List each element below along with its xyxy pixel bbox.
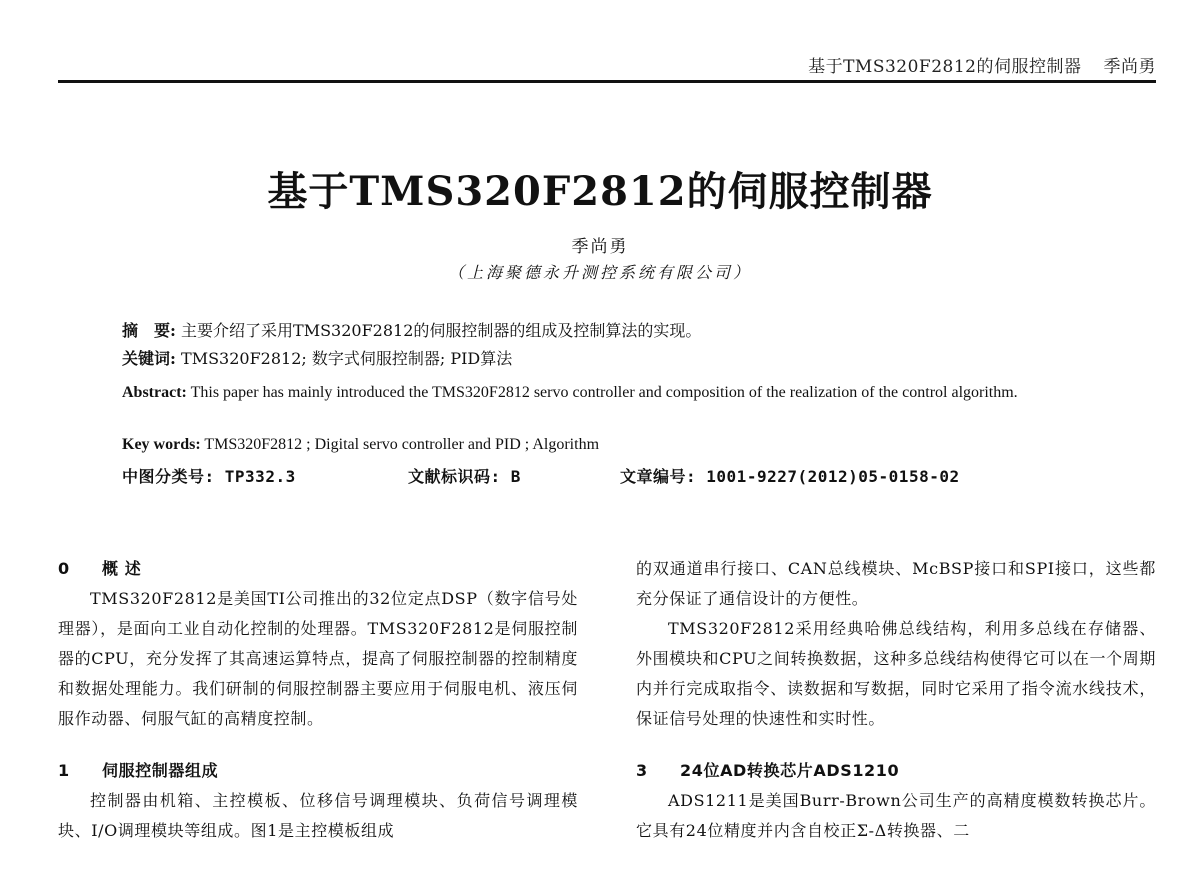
- abstract-en-text: This paper has mainly introduced the TMS320F2812 servo controller and composition of the realization of the control algorithm.: [190, 384, 1018, 401]
- right-column: [636, 554, 1156, 846]
- running-header-author: 季尚勇: [1103, 57, 1156, 77]
- paper-title: 基于TMS320F2812的伺服控制器: [267, 168, 933, 215]
- section-1-paragraph: 控制器由机箱、主控模板、位移信号调理模块、负荷信号调理模块、I/O调理模块等组成。图1是主控模板组成: [58, 791, 578, 840]
- affiliation: （上海聚德永升测控系统有限公司）: [447, 263, 752, 282]
- clc-number: [122, 464, 296, 487]
- doc-label: 文献标识码:: [408, 467, 501, 486]
- abstract-en-label: Abstract:: [122, 384, 187, 401]
- continued-paragraph: 的双通道串行接口、CAN总线模块、McBSP接口和SPI接口，这些都充分保证了通信设计的方便性。: [636, 559, 1156, 608]
- article-number: [620, 464, 960, 487]
- keywords-cn-text: TMS320F2812; 数字式伺服控制器; PID算法: [181, 349, 513, 368]
- bus-architecture-paragraph: TMS320F2812采用经典哈佛总线结构，利用多总线在存储器、外围模块和CPU之间转换数据，这种多总线结构使得它可以在一个周期内并行完成取指令、读数据和写数据，同时它采用了指令流水线技术，保证信号处理的快速性和实时性。: [636, 619, 1156, 728]
- abstract-en: [82, 380, 1142, 406]
- keywords-en: [122, 434, 599, 456]
- author-name: 季尚勇: [571, 237, 629, 257]
- section-0-number: 0: [58, 559, 70, 578]
- section-3-title: 24位AD转换芯片ADS1210: [680, 761, 900, 780]
- section-0-paragraph: TMS320F2812是美国TI公司推出的32位定点DSP（数字信号处理器），是面向工业自动化控制的处理器。TMS320F2812是伺服控制器的CPU，充分发挥了其高速运算特点，提高了伺服控制器的控制精度和数据处理能力。我们研制的伺服控制器主要应用于伺服电机、液压伺服作动器、伺服气缸的高精度控制。: [58, 589, 578, 728]
- doc-value: B: [510, 467, 521, 486]
- left-column: [58, 554, 578, 846]
- section-3-heading: [636, 756, 1156, 786]
- running-header-title: 基于TMS320F2812的伺服控制器: [808, 57, 1082, 77]
- keywords-en-label: Key words:: [122, 436, 201, 453]
- clc-value: TP332.3: [224, 467, 296, 486]
- section-0-title: 概 述: [102, 559, 142, 578]
- header-rule: [58, 80, 1156, 83]
- abstract-cn: [122, 320, 701, 342]
- keywords-en-text: TMS320F2812 ; Digital servo controller and PID ; Algorithm: [204, 436, 600, 453]
- section-3-paragraph: ADS1211是美国Burr-Brown公司生产的高精度模数转换芯片。它具有24位精度并内含自校正Σ-Δ转换器、二: [636, 791, 1156, 840]
- keywords-cn-label: 关键词:: [122, 349, 176, 368]
- article-value: 1001-9227(2012)05-0158-02: [706, 467, 960, 486]
- running-header: [808, 52, 1156, 77]
- section-1-title: 伺服控制器组成: [102, 761, 219, 780]
- section-1-number: 1: [58, 761, 70, 780]
- section-1-heading: [58, 756, 578, 786]
- abstract-cn-label: 摘 要:: [122, 321, 176, 340]
- keywords-cn: [122, 348, 512, 370]
- abstract-cn-text: 主要介绍了采用TMS320F2812的伺服控制器的组成及控制算法的实现。: [181, 321, 702, 340]
- section-0-heading: [58, 554, 578, 584]
- document-code: [408, 464, 521, 487]
- clc-label: 中图分类号:: [122, 467, 215, 486]
- section-3-number: 3: [636, 761, 648, 780]
- article-label: 文章编号:: [620, 467, 697, 486]
